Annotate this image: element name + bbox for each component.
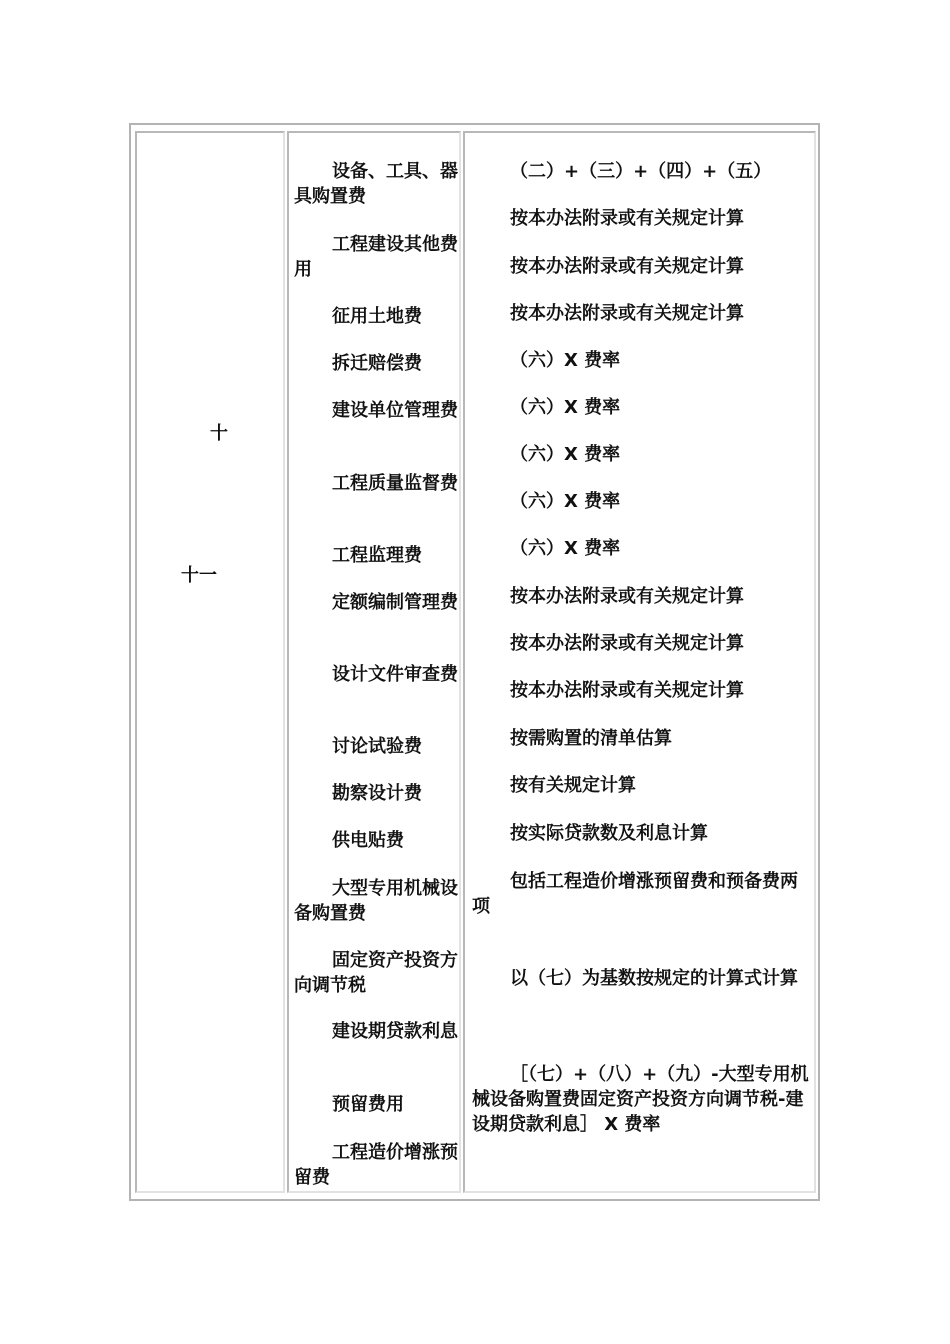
fee-item: 预留费用: [332, 1094, 404, 1115]
fee-item: 征用土地费: [332, 306, 422, 327]
calc-method: 按本办法附录或有关规定计算: [510, 256, 744, 277]
fee-item: 建设期贷款利息: [332, 1021, 458, 1042]
calc-method: （六）X 费率: [510, 397, 621, 418]
fee-item: 建设单位管理费: [332, 400, 458, 421]
calc-method: 包括工程造价增涨预留费和预备费两项: [472, 871, 798, 917]
calc-method: 按本办法附录或有关规定计算: [510, 680, 744, 701]
calc-method: （二）+（三）+（四）+（五）: [510, 161, 772, 182]
fee-item: 定额编制管理费: [332, 592, 458, 613]
method-column: [463, 131, 816, 1193]
fee-item: 讨论试验费: [332, 736, 422, 757]
calc-method: ［（七）+（八）+（九）-大型专用机械设备购置费固定资产投资方向调节税-建设期贷款利息］ X 费率: [472, 1064, 809, 1135]
calc-method: 按本办法附录或有关规定计算: [510, 586, 744, 607]
fee-item: 拆迁赔偿费: [332, 353, 422, 374]
fee-item: 大型专用机械设备购置费: [294, 878, 458, 924]
row-number: 十: [210, 423, 228, 444]
fee-item: 供电贴费: [332, 830, 404, 851]
calc-method: 按有关规定计算: [510, 775, 636, 796]
fee-item: 工程监理费: [332, 545, 422, 566]
calc-method: （六）X 费率: [510, 350, 621, 371]
calc-method: 按本办法附录或有关规定计算: [510, 208, 744, 229]
number-column: [135, 131, 285, 1193]
fee-item: 设计文件审查费: [332, 664, 458, 685]
calc-method: 按实际贷款数及利息计算: [510, 823, 708, 844]
calc-method: 按本办法附录或有关规定计算: [510, 633, 744, 654]
calc-method: 按本办法附录或有关规定计算: [510, 303, 744, 324]
calc-method: （六）X 费率: [510, 444, 621, 465]
fee-item: 固定资产投资方向调节税: [294, 950, 458, 996]
fee-item: 勘察设计费: [332, 783, 422, 804]
fee-item: 设备、工具、器具购置费: [294, 161, 458, 207]
fee-table: [129, 123, 820, 1201]
row-number: 十一: [181, 565, 217, 586]
calc-method: （六）X 费率: [510, 538, 621, 559]
fee-item: 工程造价增涨预留费: [294, 1142, 458, 1188]
calc-method: （六）X 费率: [510, 491, 621, 512]
calc-method: 以（七）为基数按规定的计算式计算: [510, 968, 798, 989]
fee-item: 工程质量监督费: [332, 473, 458, 494]
calc-method: 按需购置的清单估算: [510, 728, 672, 749]
fee-item: 工程建设其他费用: [294, 234, 458, 280]
